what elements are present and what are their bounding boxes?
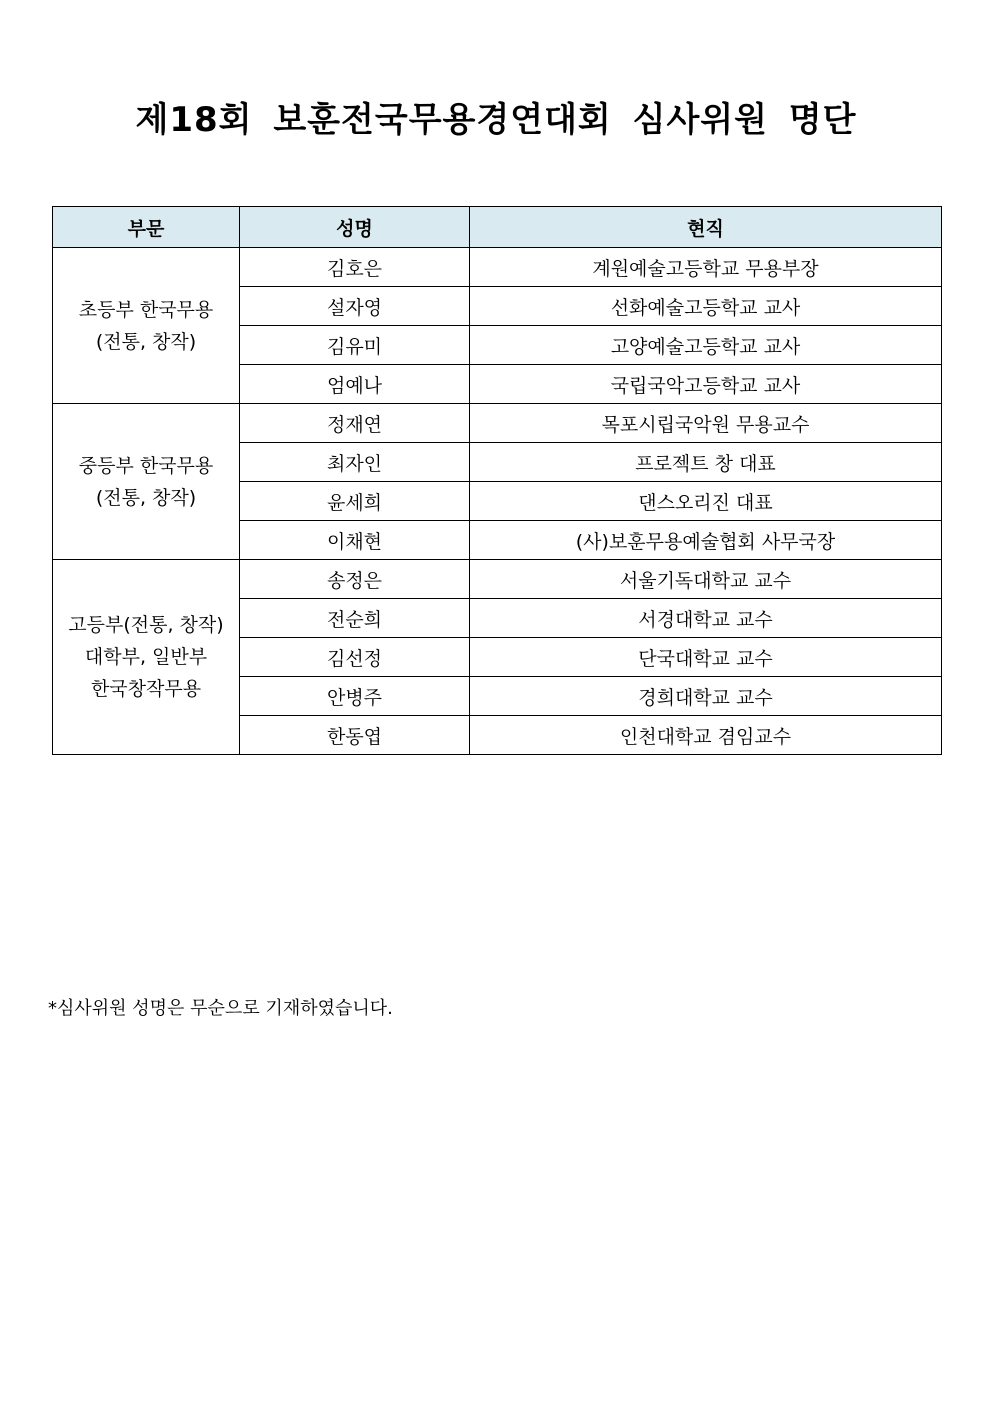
division-line: 중등부 한국무용 (78, 454, 214, 477)
judge-name: 설자영 (240, 287, 470, 326)
header-name: 성명 (240, 207, 470, 248)
judge-position: 고양예술고등학교 교사 (470, 326, 942, 365)
judge-name: 김호은 (240, 248, 470, 287)
judge-position: 서울기독대학교 교수 (470, 560, 942, 599)
judge-position: 국립국악고등학교 교사 (470, 365, 942, 404)
judge-name: 전순희 (240, 599, 470, 638)
header-division: 부문 (53, 207, 240, 248)
judge-position: 계원예술고등학교 무용부장 (470, 248, 942, 287)
division-line: 초등부 한국무용 (78, 298, 214, 321)
judge-name: 김선정 (240, 638, 470, 677)
judge-name: 김유미 (240, 326, 470, 365)
table-row (53, 560, 942, 599)
judge-position: 댄스오리진 대표 (470, 482, 942, 521)
division-line: 대학부, 일반부 (84, 646, 208, 668)
judges-table (52, 206, 942, 755)
division-cell-elementary (53, 248, 240, 404)
judge-name: 최자인 (240, 443, 470, 482)
judge-position: 선화예술고등학교 교사 (470, 287, 942, 326)
judge-position: 경희대학교 교수 (470, 677, 942, 716)
footnote: *심사위원 성명은 무순으로 기재하였습니다. (48, 998, 393, 1019)
judge-position: 프로젝트 창 대표 (470, 443, 942, 482)
judge-name: 윤세희 (240, 482, 470, 521)
division-line: 고등부(전통, 창작) (68, 614, 224, 636)
judge-name: 한동엽 (240, 716, 470, 755)
division-line: 한국창작무용 (90, 678, 202, 700)
judge-name: 정재연 (240, 404, 470, 443)
judge-name: 엄예나 (240, 365, 470, 404)
document-title: 제18회 보훈전국무용경연대회 심사위원 명단 (135, 100, 857, 140)
judge-position: (사)보훈무용예술협회 사무국장 (470, 521, 942, 560)
division-cell-high-college (53, 560, 240, 755)
judge-position: 인천대학교 겸임교수 (470, 716, 942, 755)
judge-name: 안병주 (240, 677, 470, 716)
division-cell-middle (53, 404, 240, 560)
judge-position: 목포시립국악원 무용교수 (470, 404, 942, 443)
division-line: (전통, 창작) (95, 486, 197, 509)
judge-name: 송정은 (240, 560, 470, 599)
judge-position: 서경대학교 교수 (470, 599, 942, 638)
table-row (53, 404, 942, 443)
judge-name: 이채현 (240, 521, 470, 560)
header-position: 현직 (470, 207, 942, 248)
table-row (53, 248, 942, 287)
judge-position: 단국대학교 교수 (470, 638, 942, 677)
table-header-row (53, 207, 942, 248)
division-line: (전통, 창작) (95, 330, 197, 353)
